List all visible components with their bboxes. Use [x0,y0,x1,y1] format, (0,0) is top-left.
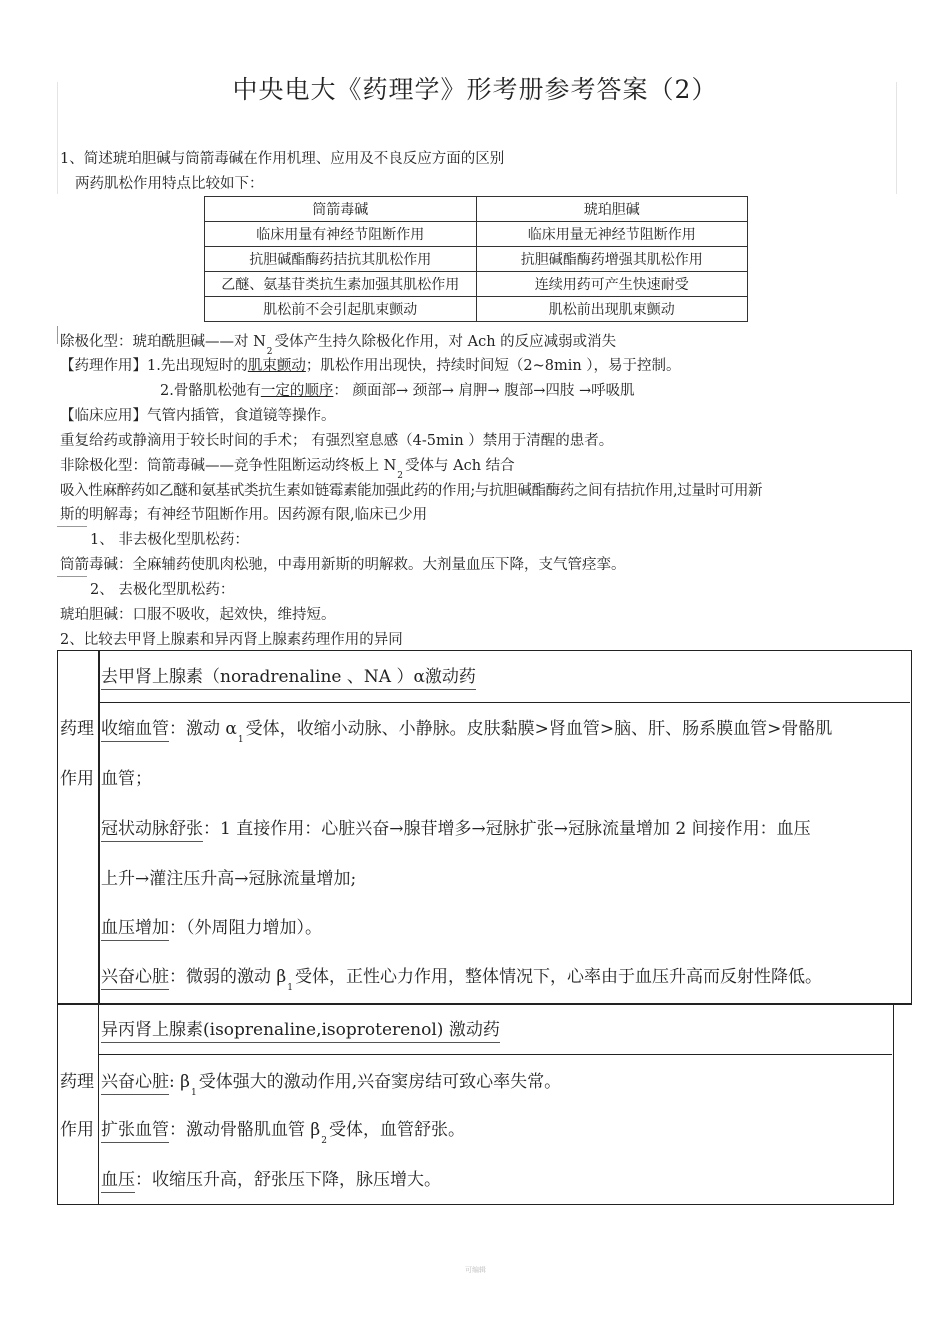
table-row [205,297,748,322]
heart-title: 兴奋心脏 [101,967,169,990]
nondepol-text-2: 受体与 Ach 结合 [405,458,515,474]
table-cell: 肌松前不会引起肌束颤动 [205,297,477,322]
item-1-desc: 筒箭毒碱：全麻辅药使肌肉松驰，中毒用新斯的明解救。大剂量血压下降，支气管痉挛。 [60,557,626,573]
na-vaso-line [101,714,833,745]
table-row [205,247,748,272]
coronary-title: 冠状动脉舒张 [101,819,203,842]
clinical-use: 【临床应用】气管内插管，食道镜等操作。 [60,408,336,424]
na-coronary-line [101,814,811,839]
subscript: 1 [237,735,244,745]
subscript: 1 [287,983,293,993]
repeat-dosing: 重复给药或静滴用于较长时间的手术； 有强烈窒息感（4-5min ）禁用于清醒的患者。 [60,433,614,449]
heart-text-2: 受体，正性心力作用，整体情况下，心率由于血压升高而反射性降低。 [294,967,822,987]
iso-bp-line [101,1165,441,1190]
item-1-title: 1、 非去极化型肌松药： [90,532,249,548]
table-cell: 抗胆碱酯酶药增强其肌松作用 [476,247,748,272]
depolarizing-text: 除极化型：琥珀酰胆碱——对 N [60,334,266,350]
iso-dilate-line [101,1115,465,1146]
pharm-action-1 [60,354,681,375]
pharm-text: 2.骨骼肌松弛有 [160,383,261,399]
na-heart-line [101,962,822,993]
coronary-text: ：1 直接作用：心脏兴奋→腺苷增多→冠脉扩张→冠脉流量增加 2 间接作用：血压 [203,819,811,839]
bp-title: 血压增加 [101,918,169,941]
pharm-text-2: ： 颜面部→ 颈部→ 肩胛→ 腹部→四肢 →呼吸肌 [333,383,635,399]
iso-header [101,1015,500,1040]
iso-table-divider [98,1004,99,1204]
pharm-underline: 一定的顺序 [260,383,334,399]
vaso-title: 收缩血管 [101,719,169,742]
iso-bp-title: 血压 [101,1170,135,1193]
na-bp-line [101,913,322,938]
na-header-text: 去甲肾上腺素（noradrenaline 、NA ）α激动药 [101,667,476,690]
heart-text: ：微弱的激动 β [169,967,287,987]
pharm-underline: 肌束颤动 [247,358,306,374]
table-cell: 肌松前出现肌束颤动 [476,297,748,322]
table-cell: 抗胆碱酯酶药拮抗其肌松作用 [205,247,477,272]
table-header-row [205,197,748,222]
subscript: 2 [321,1136,327,1146]
table-header: 琥珀胆碱 [476,197,748,222]
iso-header-text: 异丙肾上腺素(isoprenaline,isoproterenol) 激动药 [101,1020,500,1043]
dilate-text-2: 受体，血管舒张。 [328,1120,465,1140]
iso-table-row-line [98,1054,892,1055]
vaso-text-2: 受体，收缩小动脉、小静脉。皮肤黏膜>肾血管>脑、肝、肠系膜血管>骨骼肌 [245,719,833,739]
footer-editable: 可编辑 [465,1266,486,1274]
comparison-table [204,196,748,322]
question-2: 2、比较去甲肾上腺素和异丙肾上腺素药理作用的异同 [60,632,403,648]
depolarizing-line [60,330,617,357]
na-coronary-line-2: 上升→灌注压升高→冠脉流量增加; [101,869,357,889]
iso-label-1: 药理 [60,1072,94,1092]
iso-heart-text: : β [169,1072,190,1092]
na-header [101,662,476,687]
subscript: 1 [190,1088,197,1098]
table-cell: 连续用药可产生快速耐受 [476,272,748,297]
pharm-text-2: ；肌松作用出现快，持续时间短（2~8min ），易于控制。 [305,358,681,374]
item-rule [57,576,87,577]
item-rule [57,526,87,527]
item-2-desc: 琥珀胆碱：口服不吸收，起效快，维持短。 [60,607,336,623]
table-header: 筒箭毒碱 [205,197,477,222]
q1-intro: 两药肌松作用特点比较如下： [75,176,264,192]
subscript: 2 [266,347,273,357]
table-cell: 临床用量无神经节阻断作用 [476,222,748,247]
na-label-2: 作用 [60,769,94,789]
nondepol-text: 非除极化型：筒箭毒碱——竞争性阻断运动终板上 N [60,458,397,474]
subscript: 2 [397,471,404,481]
vaso-text: ：激动 α [169,719,237,739]
iso-heart-line [101,1067,562,1098]
pharm-text: 【药理作用】1.先出现短时的 [60,358,248,374]
depolarizing-text-2: 受体产生持久除极化作用，对 Ach 的反应减弱或消失 [274,334,617,350]
iso-heart-text-2: 受体强大的激动作用,兴奋窦房结可致心率失常。 [198,1072,562,1092]
na-vaso-line-2: 血管； [101,769,152,789]
dilate-title: 扩张血管 [101,1120,169,1143]
bp-text: ：（外周阻力增加）。 [169,918,322,938]
table-row [205,272,748,297]
na-table-row-line [98,702,910,703]
margin-rule [57,326,58,344]
iso-label-2: 作用 [60,1120,94,1140]
question-1: 1、简述琥珀胆碱与筒箭毒碱在作用机理、应用及不良反应方面的区别 [60,151,505,167]
inhalation-line-1: 吸入性麻醉药如乙醚和氨基甙类抗生素如链霉素能加强此药的作用;与抗胆碱酯酶药之间有拮抗作用,过量时可用新 [60,483,763,499]
page-title: 中央电大《药理学》形考册参考答案（2） [232,75,718,104]
inhalation-line-2: 斯的明解毒；有神经节阻断作用。因药源有限,临床已少用 [60,507,428,523]
na-table-divider [98,650,100,1004]
iso-bp-text: ：收缩压升高，舒张压下降，脉压增大。 [135,1170,441,1190]
item-2-title: 2、 去极化型肌松药： [90,582,235,598]
iso-heart-title: 兴奋心脏 [101,1072,169,1095]
pharm-action-2 [160,379,635,400]
na-label-1: 药理 [60,719,94,739]
nondepolarizing-line [60,454,515,481]
table-row [205,222,748,247]
dilate-text: ：激动骨骼肌血管 β [169,1120,321,1140]
table-cell: 临床用量有神经节阻断作用 [205,222,477,247]
table-cell: 乙醚、氨基苷类抗生素加强其肌松作用 [205,272,477,297]
